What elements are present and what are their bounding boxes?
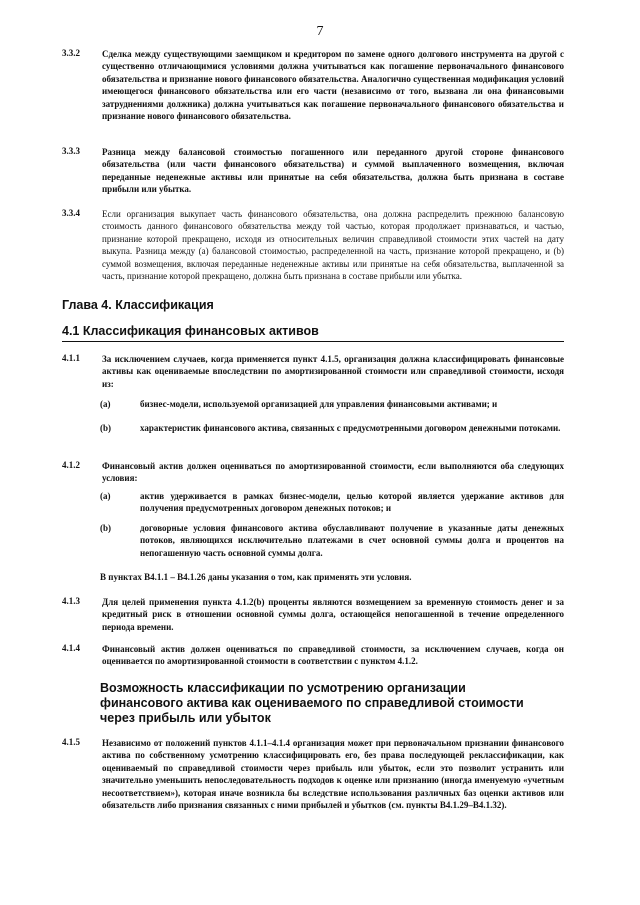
list-label: (b) (100, 523, 111, 533)
paragraph-4-1-3 (62, 596, 564, 633)
paragraph-3-3-2 (62, 48, 564, 122)
guidance-note: В пунктах В4.1.1 – В4.1.26 даны указания о том, как применять эти условия. (100, 572, 412, 582)
paragraph-number: 4.1.2 (62, 460, 80, 470)
list-label: (b) (100, 423, 111, 433)
paragraph-4-1-1 (62, 353, 564, 390)
paragraph-4-1-4 (62, 643, 564, 668)
paragraph-text: Если организация выкупает часть финансового обязательства, она должна распределить прежнюю балансовую стоимость данного финансового обязательства между той частью, которая продолжает признаваться, и частью, признание которой прекращено, исходя из относительных величин справедливой стоимости этих частей на дату выкупа. Разница между (a) балансовой стоимостью, распределенной на часть, признание которой прекращено, и (b) суммой возмещения, включая переданные неденежные активы или принятые на себя обязательства, выплаченной за часть, признание которой прекращено, должна быть признана в составе прибыли или убытка. (102, 209, 564, 282)
paragraph-3-3-3 (62, 146, 564, 196)
list-item-a (100, 398, 564, 410)
paragraph-number: 3.3.3 (62, 146, 80, 156)
paragraph-text: За исключением случаев, когда применяется пункт 4.1.5, организация должна классифицировать финансовые активы как оцениваемые впоследствии по амортизированной стоимости или справедливой стоимости, исходя из: (102, 354, 564, 389)
list-item-b (100, 522, 564, 559)
page-number: 7 (316, 24, 324, 39)
paragraph-number: 4.1.1 (62, 353, 80, 363)
list-text: бизнес-модели, используемой организацией для управления финансовыми активами; и (140, 399, 498, 409)
section-heading: 4.1 Классификация финансовых активов (62, 324, 319, 338)
list-text: договорные условия финансового актива обуславливают получение в указанные даты денежных потоков, являющихся исключительно платежами в счет основной суммы долга и процентов на непогашенную часть основной суммы долга. (140, 523, 564, 558)
list-label: (a) (100, 399, 111, 409)
list-text: характеристик финансового актива, связанных с предусмотренными договором денежными потоками. (140, 423, 561, 433)
paragraph-number: 3.3.2 (62, 48, 80, 58)
paragraph-text: Для целей применения пункта 4.1.2(b) проценты являются возмещением за временную стоимость денег и за кредитный риск в отношении основной суммы долга, остающейся непогашенной в течение определенного периода времени. (102, 597, 564, 632)
paragraph-text: Сделка между существующими заемщиком и кредитором по замене одного долгового инструмента на другой с существенно отличающимися условиями должна учитываться как погашение первоначального финансового обязательства и признание нового финансового обязательства. Аналогично существенная модификация условий имеющегося финансового обязательства или его части (независимо от того, вызвана ли она финансовыми затруднениями должника) должна учитываться как погашение первоначального финансового обязательства и признание нового финансового обязательства. (102, 49, 564, 122)
paragraph-4-1-2 (62, 460, 564, 485)
subsection-heading: Возможность классификации по усмотрению организации финансового актива как оцениваемого по справедливой стоимости через прибыль или убыток (100, 681, 524, 725)
paragraph-text: Финансовый актив должен оцениваться по амортизированной стоимости, если выполняются оба следующих условия: (102, 461, 564, 484)
paragraph-number: 4.1.3 (62, 596, 80, 606)
section-divider (62, 341, 564, 342)
paragraph-text: Независимо от положений пунктов 4.1.1–4.1.4 организация может при первоначальном признании финансового актива по собственному усмотрению классифицировать его, без права последующей реклассификации, как оцениваемый по справедливой стоимости через прибыль или убыток, если это позволит устранить или значительно уменьшить непоследовательность подходов к оценке или признанию (иногда именуемую «учетным несоответствием»), которая иначе возникла бы вследствие использования различных баз оценки активов или обязательств либо признания связанных с ними прибылей и убытков (см. пункты В4.1.29–В4.1.32). (102, 738, 564, 811)
paragraph-text: Финансовый актив должен оцениваться по справедливой стоимости, за исключением случаев, когда он оценивается по амортизированной стоимости в соответствии с пунктом 4.1.2. (102, 644, 564, 667)
paragraph-number: 3.3.4 (62, 208, 80, 218)
paragraph-3-3-4 (62, 208, 564, 282)
list-label: (a) (100, 491, 111, 501)
paragraph-text: Разница между балансовой стоимостью погашенного или переданного другой стороне финансового обязательства (или части финансового обязательства) и суммой выплаченного возмещения, включая переданные неденежные активы или принятые на себя обязательства, должна быть признана в составе прибыли или убытка. (102, 147, 564, 195)
paragraph-number: 4.1.5 (62, 737, 80, 747)
chapter-heading: Глава 4. Классификация (62, 298, 214, 312)
paragraph-number: 4.1.4 (62, 643, 80, 653)
list-text: актив удерживается в рамках бизнес-модели, целью которой является удержание активов для получения предусмотренных договором денежных потоков; и (140, 491, 564, 514)
paragraph-4-1-5 (62, 737, 564, 811)
list-item-b (100, 422, 564, 434)
list-item-a (100, 490, 564, 515)
